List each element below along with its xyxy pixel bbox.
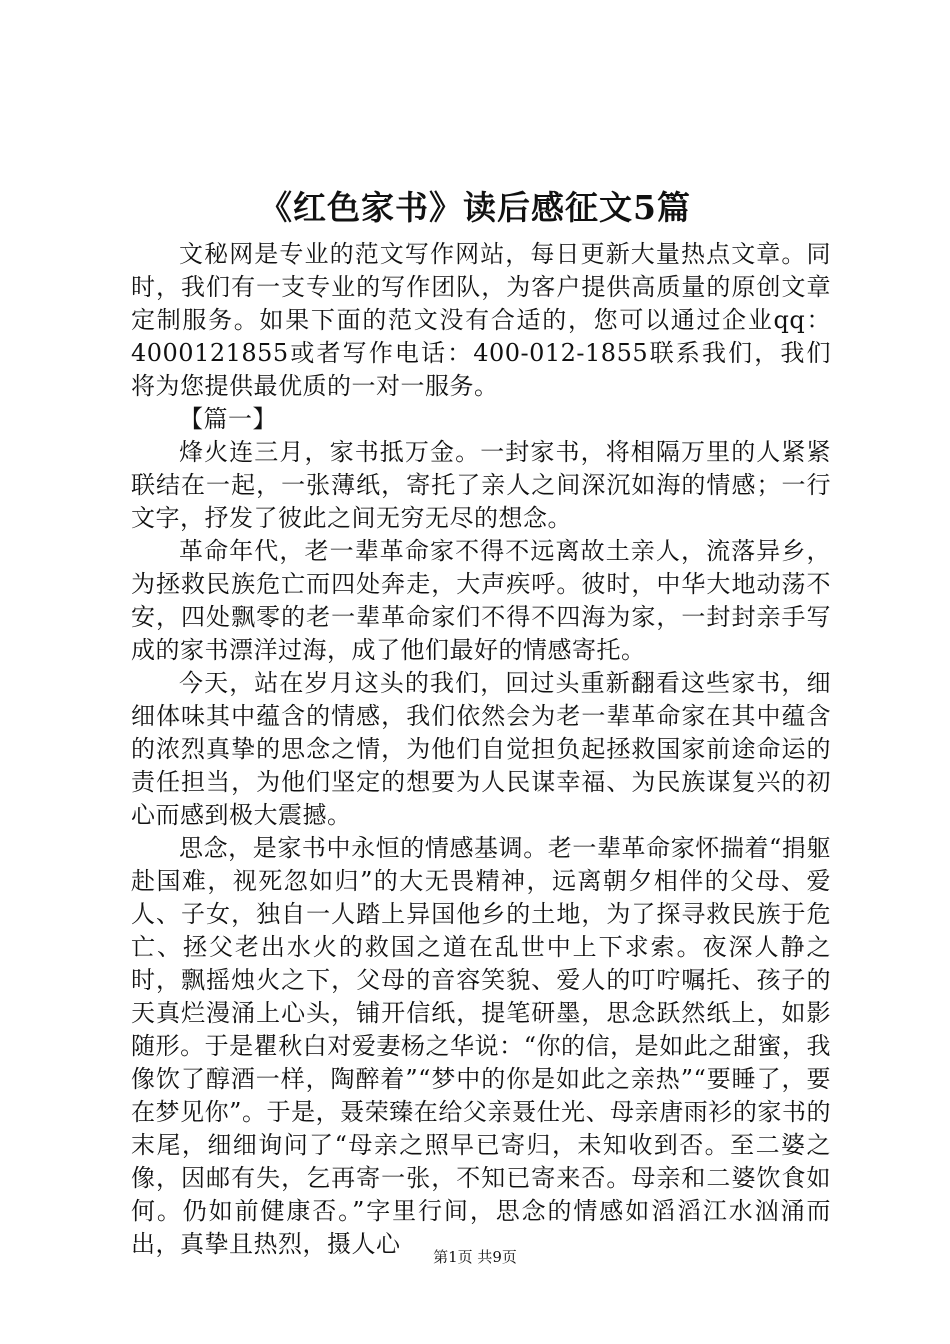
document-title: 《红色家书》读后感征文5篇 (259, 188, 691, 227)
page-number: 第1页 共9页 (433, 1248, 517, 1266)
body-paragraph: 烽火连三月，家书抵万金。一封家书，将相隔万里的人紧紧联结在一起，一张薄纸，寄托了亲人之间深沉如海的情感；一行文字，抒发了彼此之间无穷无尽的想念。 (131, 438, 831, 532)
section-heading: 【篇一】 (179, 405, 277, 433)
body-paragraph: 思念，是家书中永恒的情感基调。老一辈革命家怀揣着“捐躯赴国难，视死忽如归”的大无畏精神，远离朝夕相伴的父母、爱人、子女，独自一人踏上异国他乡的土地，为了探寻救民族于危亡、拯父老出水火的救国之道在乱世中上下求索。夜深人静之时，飘摇烛火之下，父母的音容笑貌、爱人的叮咛嘱托、孩子的天真烂漫涌上心头，铺开信纸，提笔研墨，思念跃然纸上，如影随形。于是瞿秋白对爱妻杨之华说：“你的信，是如此之甜蜜，我像饮了醇酒一样，陶醉着”“梦中的你是如此之亲热”“要睡了，要在梦见你”。于是，聂荣臻在给父亲聂仕光、母亲唐雨衫的家书的末尾，细细询问了“母亲之照早已寄归，未知收到否。至二婆之像，因邮有失，乞再寄一张，不知已寄来否。母亲和二婆饮食如何。仍如前健康否。”字里行间，思念的情感如滔滔江水汹涌而出，真挚且热烈，摄人心 (131, 834, 831, 1258)
intro-paragraph: 文秘网是专业的范文写作网站，每日更新大量热点文章。同时，我们有一支专业的写作团队，为客户提供高质量的原创文章定制服务。如果下面的范文没有合适的，您可以通过企业qq：4000121855或者写作电话：400-012-1855联系我们，我们将为您提供最优质的一对一服务。 (131, 240, 831, 400)
body-paragraph: 革命年代，老一辈革命家不得不远离故土亲人，流落异乡，为拯救民族危亡而四处奔走，大声疾呼。彼时，中华大地动荡不安，四处飘零的老一辈革命家们不得不四海为家，一封封亲手写成的家书漂洋过海，成了他们最好的情感寄托。 (131, 537, 831, 664)
document-body (131, 238, 831, 1261)
body-paragraph: 今天，站在岁月这头的我们，回过头重新翻看这些家书，细细体味其中蕴含的情感，我们依然会为老一辈革命家在其中蕴含的浓烈真挚的思念之情，为他们自觉担负起拯救国家前途命运的责任担当，为他们坚定的想要为人民谋幸福、为民族谋复兴的初心而感到极大震撼。 (131, 669, 831, 829)
